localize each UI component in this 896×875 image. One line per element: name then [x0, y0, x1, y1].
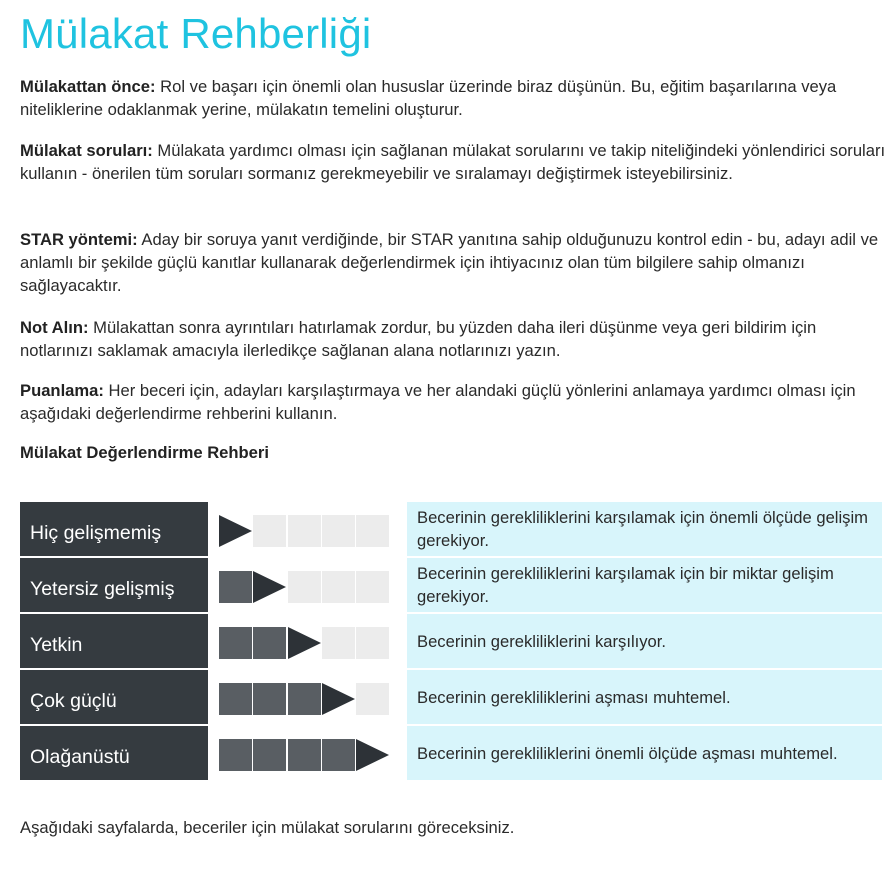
rating-segment-filled: [219, 739, 252, 771]
rating-segment-empty: [356, 515, 389, 547]
rating-segment-empty: [356, 571, 389, 603]
rating-segment-empty: [288, 571, 321, 603]
rating-segment-empty: [322, 515, 355, 547]
rating-segment-filled: [219, 627, 252, 659]
paragraph-lead: Mülakat soruları:: [20, 141, 153, 160]
rating-segment-filled: [288, 683, 321, 715]
rating-row-level-3: [20, 614, 882, 668]
rating-segment-empty: [322, 627, 355, 659]
rating-row-level-1: [20, 502, 882, 556]
rating-label: Çok güçlü: [20, 670, 208, 724]
page-title: Mülakat Rehberliği: [20, 10, 372, 57]
rating-segment-empty: [356, 683, 389, 715]
paragraph-interview-questions: [20, 139, 886, 185]
paragraph-star-method: [20, 228, 886, 297]
paragraph-text: Her beceri için, adayları karşılaştırmaya ve her alandaki güçlü yönlerini anlamaya yardımcı olması için aşağıdaki değerlendirme rehberini kullanın.: [20, 381, 856, 423]
rating-segment-filled: [219, 571, 252, 603]
paragraph-text: Rol ve başarı için önemli olan hususlar üzerinde biraz düşünün. Bu, eğitim başarılarına veya niteliklerine odaklanmak yerine, mülakatın temelini oluşturur.: [20, 77, 837, 119]
rating-label: Yetkin: [20, 614, 208, 668]
paragraph-text: Mülakattan sonra ayrıntıları hatırlamak zordur, bu yüzden daha ileri düşünme veya geri bildirim için notlarınızı saklamak amacıyla ilerledikçe sağlanan alana notlarınızı yazın.: [20, 318, 817, 360]
paragraph-scoring: [20, 379, 886, 425]
rating-arrow-icon: [356, 739, 389, 771]
rating-row-level-4: [20, 670, 882, 724]
rating-label: Yetersiz gelişmiş: [20, 558, 208, 612]
rating-description: Becerinin gerekliliklerini karşılıyor.: [407, 614, 882, 668]
rating-segment-empty: [288, 515, 321, 547]
paragraph-lead: Puanlama:: [20, 381, 104, 400]
rating-segment-filled: [253, 739, 286, 771]
rating-segment-empty: [253, 515, 286, 547]
rating-segment-empty: [356, 627, 389, 659]
paragraph-lead: Not Alın:: [20, 318, 89, 337]
paragraph-take-notes: [20, 316, 886, 362]
rating-segment-filled: [288, 739, 321, 771]
rating-description: Becerinin gerekliliklerini karşılamak için bir miktar gelişim gerekiyor.: [407, 558, 882, 612]
paragraph-lead: Mülakattan önce:: [20, 77, 156, 96]
footer-note: Aşağıdaki sayfalarda, beceriler için mülakat sorularını göreceksiniz.: [20, 818, 515, 837]
rating-segment-filled: [253, 627, 286, 659]
rating-arrow-icon: [288, 627, 321, 659]
rating-row-level-2: [20, 558, 882, 612]
rating-segment-empty: [322, 571, 355, 603]
rating-meter: [219, 571, 389, 603]
paragraph-text: Mülakata yardımcı olması için sağlanan mülakat sorularını ve takip niteliğindeki yönlendirici soruları kullanın - önerilen tüm soruları sormanız gerekmeyebilir ve sıralamayı değiştirmek isteyebilirsiniz.: [20, 141, 886, 183]
rating-segment-filled: [253, 683, 286, 715]
rating-segment-filled: [219, 683, 252, 715]
rating-label: Hiç gelişmemiş: [20, 502, 208, 556]
rating-arrow-icon: [219, 515, 252, 547]
rating-description: Becerinin gerekliliklerini önemli ölçüde aşması muhtemel.: [407, 726, 882, 780]
rating-arrow-icon: [322, 683, 355, 715]
paragraph-before-interview: [20, 75, 886, 121]
rating-segment-filled: [322, 739, 355, 771]
rating-row-level-5: [20, 726, 882, 780]
paragraph-lead: STAR yöntemi:: [20, 230, 138, 249]
guide-heading: Mülakat Değerlendirme Rehberi: [20, 443, 269, 462]
rating-meter: [219, 515, 389, 547]
paragraph-text: Aday bir soruya yanıt verdiğinde, bir STAR yanıtına sahip olduğunuzu kontrol edin - bu, adayı adil ve anlamlı bir şekilde güçlü kanıtlar kullanarak değerlendirmek için ihtiyacınız olan tüm bilgilere sahip olmanızı sağlayacaktır.: [20, 230, 879, 295]
rating-description: Becerinin gerekliliklerini karşılamak için önemli ölçüde gelişim gerekiyor.: [407, 502, 882, 556]
rating-meter: [219, 627, 389, 659]
rating-arrow-icon: [253, 571, 286, 603]
rating-description: Becerinin gerekliliklerini aşması muhtemel.: [407, 670, 882, 724]
rating-meter: [219, 683, 389, 715]
rating-meter: [219, 739, 389, 771]
rating-label: Olağanüstü: [20, 726, 208, 780]
